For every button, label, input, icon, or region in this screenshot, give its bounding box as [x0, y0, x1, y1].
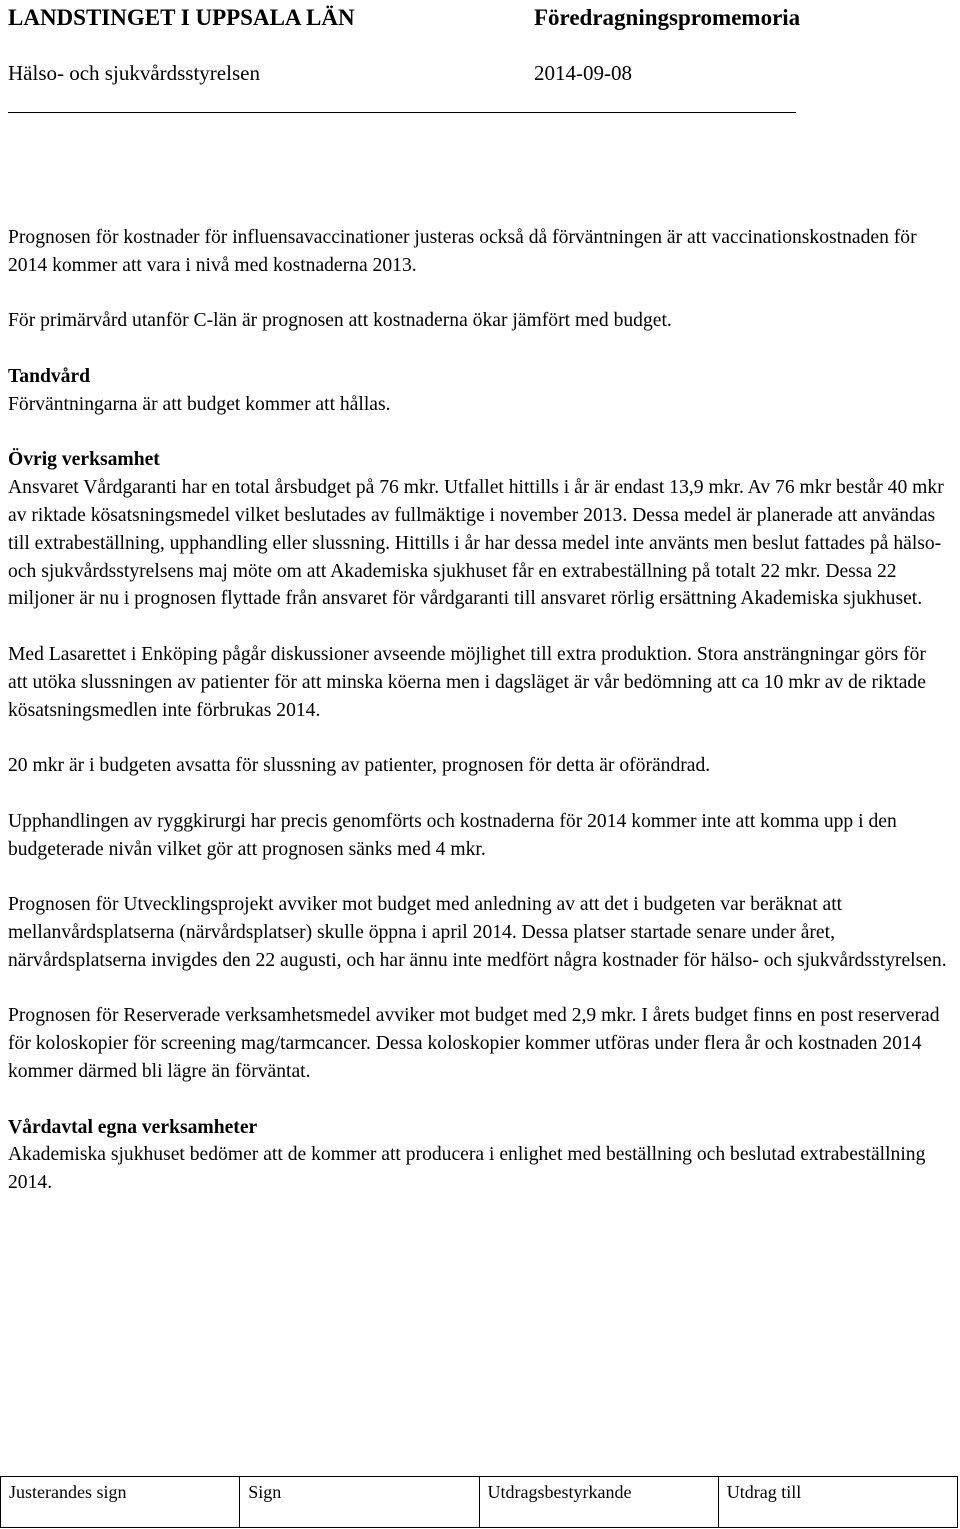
paragraph-slussning: 20 mkr är i budgeten avsatta för slussning av patienter, prognosen för detta är oförändrad.	[8, 755, 711, 777]
paragraph-akademiska: Akademiska sjukhuset bedömer att de kommer att producera i enlighet med beställning och beslutad extrabeställning 2014.	[8, 1144, 926, 1194]
signature-cell-utdrag-till: Utdrag till	[718, 1477, 957, 1528]
paragraph-ryggkirurgi: Upphandlingen av ryggkirurgi har precis genomförts och kostnaderna för 2014 kommer inte att komma upp i den budgeterade nivån vilket gör att prognosen sänks med 4 mkr.	[8, 810, 897, 860]
paragraph-utvecklingsprojekt: Prognosen för Utvecklingsprojekt avviker mot budget med anledning av att det i budgeten var beräknat att mellanvårdsplatserna (närvårdsplatser) skulle öppna i april 2014. Dessa platser startade senare under året, närvårdsplatserna invigdes den 22 augusti, och har ännu inte medfört några kostnader för hälso- och sjukvårdsstyrelsen.	[8, 894, 947, 971]
signature-row	[1, 1477, 958, 1528]
paragraph-enkoping: Med Lasarettet i Enköping pågår diskussioner avseende möjlighet till extra produktion. Stora ansträngningar görs för att utöka slussningen av patienter för att minska köerna men i dagsläget är vår bedömning att ca 10 mkr av de riktade kösatsningsmedlen inte förbrukas 2014.	[8, 643, 926, 721]
section-heading-vardavtal: Vårdavtal egna verksamheter	[8, 1116, 258, 1138]
paragraph-tandvard: Förväntningarna är att budget kommer att hållas.	[8, 393, 391, 415]
paragraph-reserverade-medel: Prognosen för Reserverade verksamhetsmedel avviker mot budget med 2,9 mkr. I årets budget finns en post reserverad för koloskopier för screening mag/tarmcancer. Dessa koloskopier kommer utföras under flera år och kostnaden 2014 kommer därmed bli lägre än förväntat.	[8, 1005, 940, 1082]
committee-name: Hälso- och sjukvårdsstyrelsen	[8, 61, 260, 85]
paragraph-vardgaranti: Ansvaret Vårdgaranti har en total årsbudget på 76 mkr. Utfallet hittills i år är endast 13,9 mkr. Av 76 mkr består 40 mkr av riktade kösatsningsmedel vilket beslutades av fullmäktige i november 2013. Dessa medel är planerade att användas till extrabeställning, upphandling eller slussning. Hittills i år har dessa medel inte använts men beslut fattades på hälso- och sjukvårdsstyrelsens maj möte om att Akademiska sjukhuset får en extrabeställning på totalt 22 mkr. Dessa 22 miljoner är nu i prognosen flyttade från ansvaret för vårdgaranti till ansvaret rörlig ersättning Akademiska sjukhuset.	[8, 477, 944, 610]
signature-cell-utdragsbestyrkande: Utdragsbestyrkande	[479, 1477, 718, 1528]
section-heading-tandvard: Tandvård	[8, 365, 91, 387]
document-body	[8, 224, 948, 1197]
header-divider	[8, 112, 796, 113]
document-date: 2014-09-08	[534, 61, 632, 85]
signature-cell-justerandes: Justerandes sign	[1, 1477, 240, 1528]
document-type: Föredragningspromemoria	[534, 5, 801, 30]
signature-cell-sign: Sign	[240, 1477, 479, 1528]
section-heading-ovrig-verksamhet: Övrig verksamhet	[8, 449, 160, 471]
signature-table	[0, 1476, 958, 1528]
organization-name: LANDSTINGET I UPPSALA LÄN	[8, 5, 355, 30]
paragraph-influensa: Prognosen för kostnader för influensavaccinationer justeras också då förväntningen är att vaccinationskostnaden för 2014 kommer att vara i nivå med kostnaderna 2013.	[8, 227, 917, 276]
paragraph-primarvard: För primärvård utanför C-län är prognosen att kostnaderna ökar jämfört med budget.	[8, 310, 672, 332]
